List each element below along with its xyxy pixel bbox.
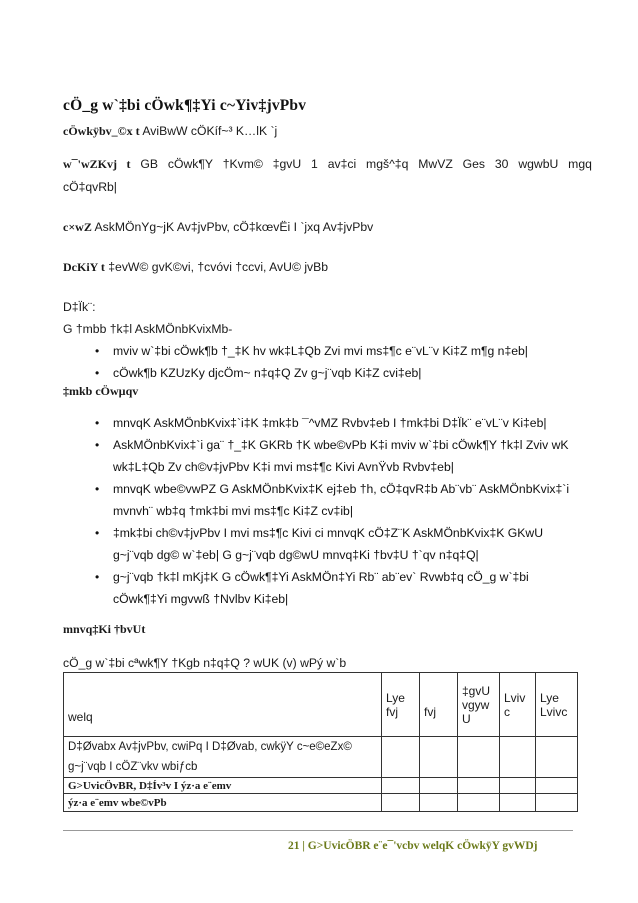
evaluation-table [63, 672, 578, 812]
method-text: AskMÖnYg~jK Av‡jvPbv, cÖ‡kœvËi I `jxq Av‡jvPbv [91, 220, 374, 234]
checkbox-cell[interactable] [420, 794, 458, 812]
method-label: c×wZ [63, 220, 92, 234]
checkbox-cell[interactable] [458, 794, 500, 812]
checkbox-cell[interactable] [500, 778, 536, 794]
table-cell: G>UvicÖvBR, D‡Ív³v I ýz·a e¨emv [64, 778, 382, 794]
table-header-cell: Lviv c [500, 673, 536, 737]
checkbox-cell[interactable] [382, 737, 420, 778]
table-row [64, 737, 578, 778]
page-footer: 21 | G>UvicÖBR e¨e¯'vcbv welqK cÖwkÿY gvWDj [288, 840, 538, 852]
materials-text: ‡evW© gvK©vi, †cvóvi †ccvi, AvU© jvBb [104, 260, 329, 274]
duration-continuation: cÖ‡qvRb| [63, 180, 117, 194]
checkbox-cell[interactable] [500, 794, 536, 812]
bullet-icon: • [95, 344, 100, 358]
process-heading: ‡mkb cÖwµqv [63, 384, 139, 398]
bullet-icon: • [95, 526, 100, 540]
bullet-icon: • [95, 482, 100, 496]
checkbox-cell[interactable] [536, 737, 578, 778]
table-header-cell: fvj [420, 673, 458, 737]
objectives-heading: D‡Ïk¨: [63, 300, 96, 314]
bullet-icon: • [95, 416, 100, 430]
participants-line [63, 124, 277, 139]
table-header-cell: Lye Lvivc [536, 673, 578, 737]
checkbox-cell[interactable] [536, 778, 578, 794]
document-page: cÖ_g w`‡bi cÖwk¶‡Yi c~Yiv‡jvPbv cÖwkÿbv_©x t AviBwW cÖKíf~³ K…lK `j w¯'wZKvj t GB cÖwk¶Y †Kvm© ‡gvU 1 av‡ci mgš^‡q MwVZ Ges 30 wgwbU mgq cÖ‡qvRb| c×wZ AskMÖnYg~jK Av‡jvPbv, cÖ‡kœvËi I `jxq Av‡jvPbv DcKiY t ‡evW© gvK©vi, †cvóvi †ccvi, AvU© jvBb D‡Ïk¨: G †mbb †k‡l AskMÖnbKvixMb- • mviv w`‡bi cÖwk¶b †_‡K hv wk‡L‡Qb Zvi mvi ms‡¶c e¨vL¨v Ki‡Z m¶g n‡eb| • cÖwk¶b KZUzKy djcÖm~ n‡q‡Q Zv g~j¨vqb Ki‡Z cvi‡eb| ‡mkb cÖwµqv • mnvqK AskMÖnbKvix‡`i‡K ‡mk‡b ¯^vMZ Rvbv‡eb I †mk‡bi D‡Ïk¨ e¨vL¨v Ki‡eb| • AskMÖnbKvix‡`i ga¨ †_‡K GKRb †K wbe©vPb K‡i mviv w`‡bi cÖwk¶Y †k‡l Zviv wK wk‡L‡Qb Zv ch©v‡jvPbv K‡i mvi ms‡¶c Kivi AvnŸvb Rvbv‡eb| • mnvqK wbe©vwPZ G AskMÖnbKvix‡K ej‡eb †h, cÖ‡qvR‡b Ab¨vb¨ AskMÖnbKvix‡`i mvnvh¨ wb‡q †mk‡bi mvi ms‡¶c Ki‡Z cv‡ib| • ‡mk‡bi ch©v‡jvPbv I mvi ms‡¶c Kivi ci mnvqK cÖ‡Z¨K AskMÖnbKvix‡K GKwU g~j¨vqb dg© w`‡eb| G g~j¨vqb dg©wU mnvq‡Ki †bv‡U †`qv n‡q‡Q| • g~j¨vqb †k‡l mKj‡K G cÖwk¶‡Yi AskMÖn‡Yi Rb¨ ab¨ev` Rvwb‡q cÖ_g w`‡bi cÖwk¶‡Yi mgvwß †Nvlbv Ki‡eb| mnvq‡Ki †bvUt cÖ_g w`‡bi cªwk¶Y †Kgb n‡q‡Q ? wUK (v) wPý w`b welq Lye fvj fvj ‡gvU vgyw U Lviv c Lye Lvivc D‡Øvabx Av‡jvPbv, cwiPq I D‡Øvab, cwkÿY c~e©eZx© g~j¨vqb I cÖZ¨vkv wbiƒcb G>UvicÖvBR, D‡Ív³v I ýz·a e¨emv ýz·a e¨emv wbe©vPb 21 | G>UvicÖBR e¨e¯'vcbv welqK cÖwkÿY gvWDj [63, 97, 592, 852]
footer-divider [63, 830, 573, 831]
table-header-row [64, 673, 578, 737]
table-row [64, 778, 578, 794]
bullet-icon: • [95, 570, 100, 584]
table-header-cell: Lye fvj [382, 673, 420, 737]
checkbox-cell[interactable] [536, 794, 578, 812]
checkbox-cell[interactable] [458, 737, 500, 778]
checkbox-cell[interactable] [420, 737, 458, 778]
participants-label: cÖwkÿbv_©x t [63, 124, 140, 138]
table-row [64, 794, 578, 812]
page-title: cÖ_g w`‡bi cÖwk¶‡Yi c~Yiv‡jvPbv [63, 97, 307, 114]
duration-text: GB cÖwk¶Y †Kvm© ‡gvU 1 av‡ci mgš^‡q MwVZ Ges 30 wgwbU mgq [130, 157, 592, 171]
method-line [63, 220, 373, 235]
table-cell: D‡Øvabx Av‡jvPbv, cwiPq I D‡Øvab, cwkÿY c~e©eZx© g~j¨vqb I cÖZ¨vkv wbiƒcb [64, 737, 382, 778]
bullet-icon: • [95, 366, 100, 380]
checkbox-cell[interactable] [382, 794, 420, 812]
table-header-cell: welq [64, 673, 382, 737]
checkbox-cell[interactable] [382, 778, 420, 794]
duration-line [63, 157, 592, 172]
checkbox-cell[interactable] [500, 737, 536, 778]
materials-line [63, 260, 328, 275]
checkbox-cell[interactable] [458, 778, 500, 794]
helper-note-heading: mnvq‡Ki †bvUt [63, 622, 146, 636]
evaluation-intro: cÖ_g w`‡bi cªwk¶Y †Kgb n‡q‡Q ? wUK (v) wPý w`b [63, 656, 347, 670]
participants-text: AviBwW cÖKíf~³ K…lK `j [139, 124, 278, 138]
table-header-cell: ‡gvU vgyw U [458, 673, 500, 737]
materials-label: DcKiY t [63, 260, 105, 274]
table-cell: ýz·a e¨emv wbe©vPb [64, 794, 382, 812]
checkbox-cell[interactable] [420, 778, 458, 794]
objectives-intro: G †mbb †k‡l AskMÖnbKvixMb- [63, 322, 233, 336]
duration-label: w¯'wZKvj t [63, 157, 131, 171]
bullet-icon: • [95, 438, 100, 452]
